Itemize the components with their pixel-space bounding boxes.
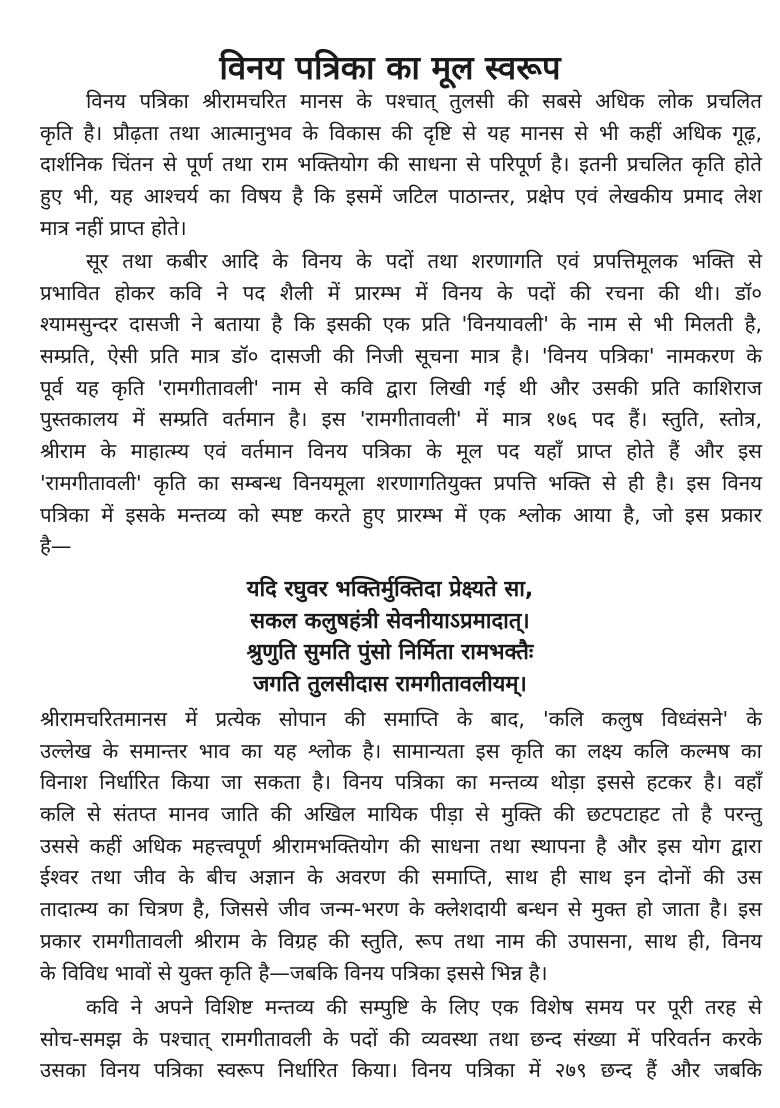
text-line: कवि ने अपने विशिष्ट मन्तव्य की सम्पुष्टि के लिए एक विशेष समय पर पूरी तरह से [86,995,762,1019]
paragraph-3 [40,704,762,989]
text-line: पत्रिका में इसके मन्तव्य को स्पष्ट करते हुए प्रारम्भ में एक श्लोक आया है, जो इस प्रकार [40,502,762,527]
text-line: श्रीराम के माहात्म्य एवं वर्तमान विनय पत्रिका के मूल पद यहाँ प्राप्त होते हैं और इस [40,439,762,464]
text-line: विनाश निर्धारित किया जा सकता है। विनय पत्रिका का मन्तव्य थोड़ा इससे हटकर है। वहाँ [40,770,762,795]
text-line: सम्प्रति, ऐसी प्रति मात्र डॉ० दासजी की निजी सूचना मात्र है। 'विनय पत्रिका' नामकरण के [40,344,762,369]
text-line: श्रुणुति सुमति पुंसो निर्मिता रामभक्तैः [246,640,534,666]
paragraph-1 [40,86,762,244]
text-line: 'रामगीतावली' कृति का सम्बन्ध विनयमूला शरणागतियुक्त प्रपत्ति भक्ति से ही है। इस विनय [40,470,762,495]
text-line: ईश्वर तथा जीव के बीच अज्ञान के अवरण की समाप्ति, साथ ही साथ इन दोनों की उस [40,865,762,890]
text-line: प्रभावित होकर कवि ने पद शैली में प्रारम्भ में विनय के पदों की रचना की थी। डॉ० [40,280,762,305]
text-line: सूर तथा कबीर आदि के विनय के पदों तथा शरणागति एवं प्रपत्तिमूलक भक्ति से [86,249,762,273]
text-line: जगति तुलसीदास रामगीतावलीयम्। [253,672,527,698]
text-line: उससे कहीं अधिक महत्त्वपूर्ण श्रीरामभक्तियोग की साधना तथा स्थापना है और इस योग द्वारा [40,833,762,858]
text-line: सोच-समझ के पश्चात् रामगीतावली के पदों की व्यवस्था तथा छन्द संख्या में परिवर्तन करके [40,1026,762,1051]
text-line: पूर्व यह कृति 'रामगीतावली' नाम से कवि द्वारा लिखी गई थी और उसकी प्रति काशिराज [40,375,762,400]
text-line: श्रीरामचरितमानस में प्रत्येक सोपान की समाप्ति के बाद, 'कलि कलुष विध्वंसने' के [40,707,762,731]
text-line: तादात्म्य का चित्रण है, जिससे जीव जन्म-भरण के क्लेशदायी बन्धन से मुक्त हो जाता है। इस [40,897,762,922]
text-line: पुस्तकालय में सम्प्रति वर्तमान है। इस 'रामगीतावली' में मात्र १७६ पद हैं। स्तुति, स्तोत्र, [40,407,762,432]
text-line: श्यामसुन्दर दासजी ने बताया है कि इसकी एक प्रति 'विनयावली' के नाम से भी मिलती है, [40,312,762,337]
verse-shloka [0,574,780,701]
text-line: दार्शनिक चिंतन से पूर्ण तथा राम भक्तियोग की साधना से परिपूर्ण है। इतनी प्रचलित कृति होते [40,152,762,177]
text-line: उसका विनय पत्रिका स्वरूप निर्धारित किया। विनय पत्रिका में २७९ छन्द हैं और जबकि [40,1058,762,1083]
text-line: प्रकार रामगीतावली श्रीराम के विग्रह की स्तुति, रूप तथा नाम की उपासना, साथ ही, विनय [40,928,762,953]
text-line: यदि रघुवर भक्तिर्मुक्तिदा प्रेक्ष्यते सा, [246,577,534,602]
text-line: सकल कलुषहंत्री सेवनीयाऽप्रमादात्। [250,608,530,634]
paragraph-4 [40,992,762,1087]
text-line: उल्लेख के समान्तर भाव का यह श्लोक है। सामान्यता इस कृति का लक्ष्य कलि कल्मष का [40,738,762,763]
text-line: विनय पत्रिका श्रीरामचरित मानस के पश्चात् तुलसी की सबसे अधिक लोक प्रचलित [86,89,762,113]
text-line: कृति है। प्रौढ़ता तथा आत्मानुभव के विकास की दृष्टि से यह मानस से भी कहीं अधिक गूढ़, [40,120,762,145]
text-line: है— [40,534,72,559]
text-line: के विविध भावों से युक्त कृति है—जबकि विनय पत्रिका इससे भिन्न है। [40,960,548,985]
text-line: मात्र नहीं प्राप्त होते। [40,215,187,240]
page-title: विनय पत्रिका का मूल स्वरूप [219,48,561,88]
paragraph-2 [40,246,762,563]
text-line: कलि से संतप्त मानव जाति की अखिल मायिक पीड़ा से मुक्ति की छटपटाहट तो है परन्तु [40,802,762,827]
text-line: हुए भी, यह आश्चर्य का विषय है कि इसमें जटिल पाठान्तर, प्रक्षेप एवं लेखकीय प्रमाद लेश [40,184,762,209]
